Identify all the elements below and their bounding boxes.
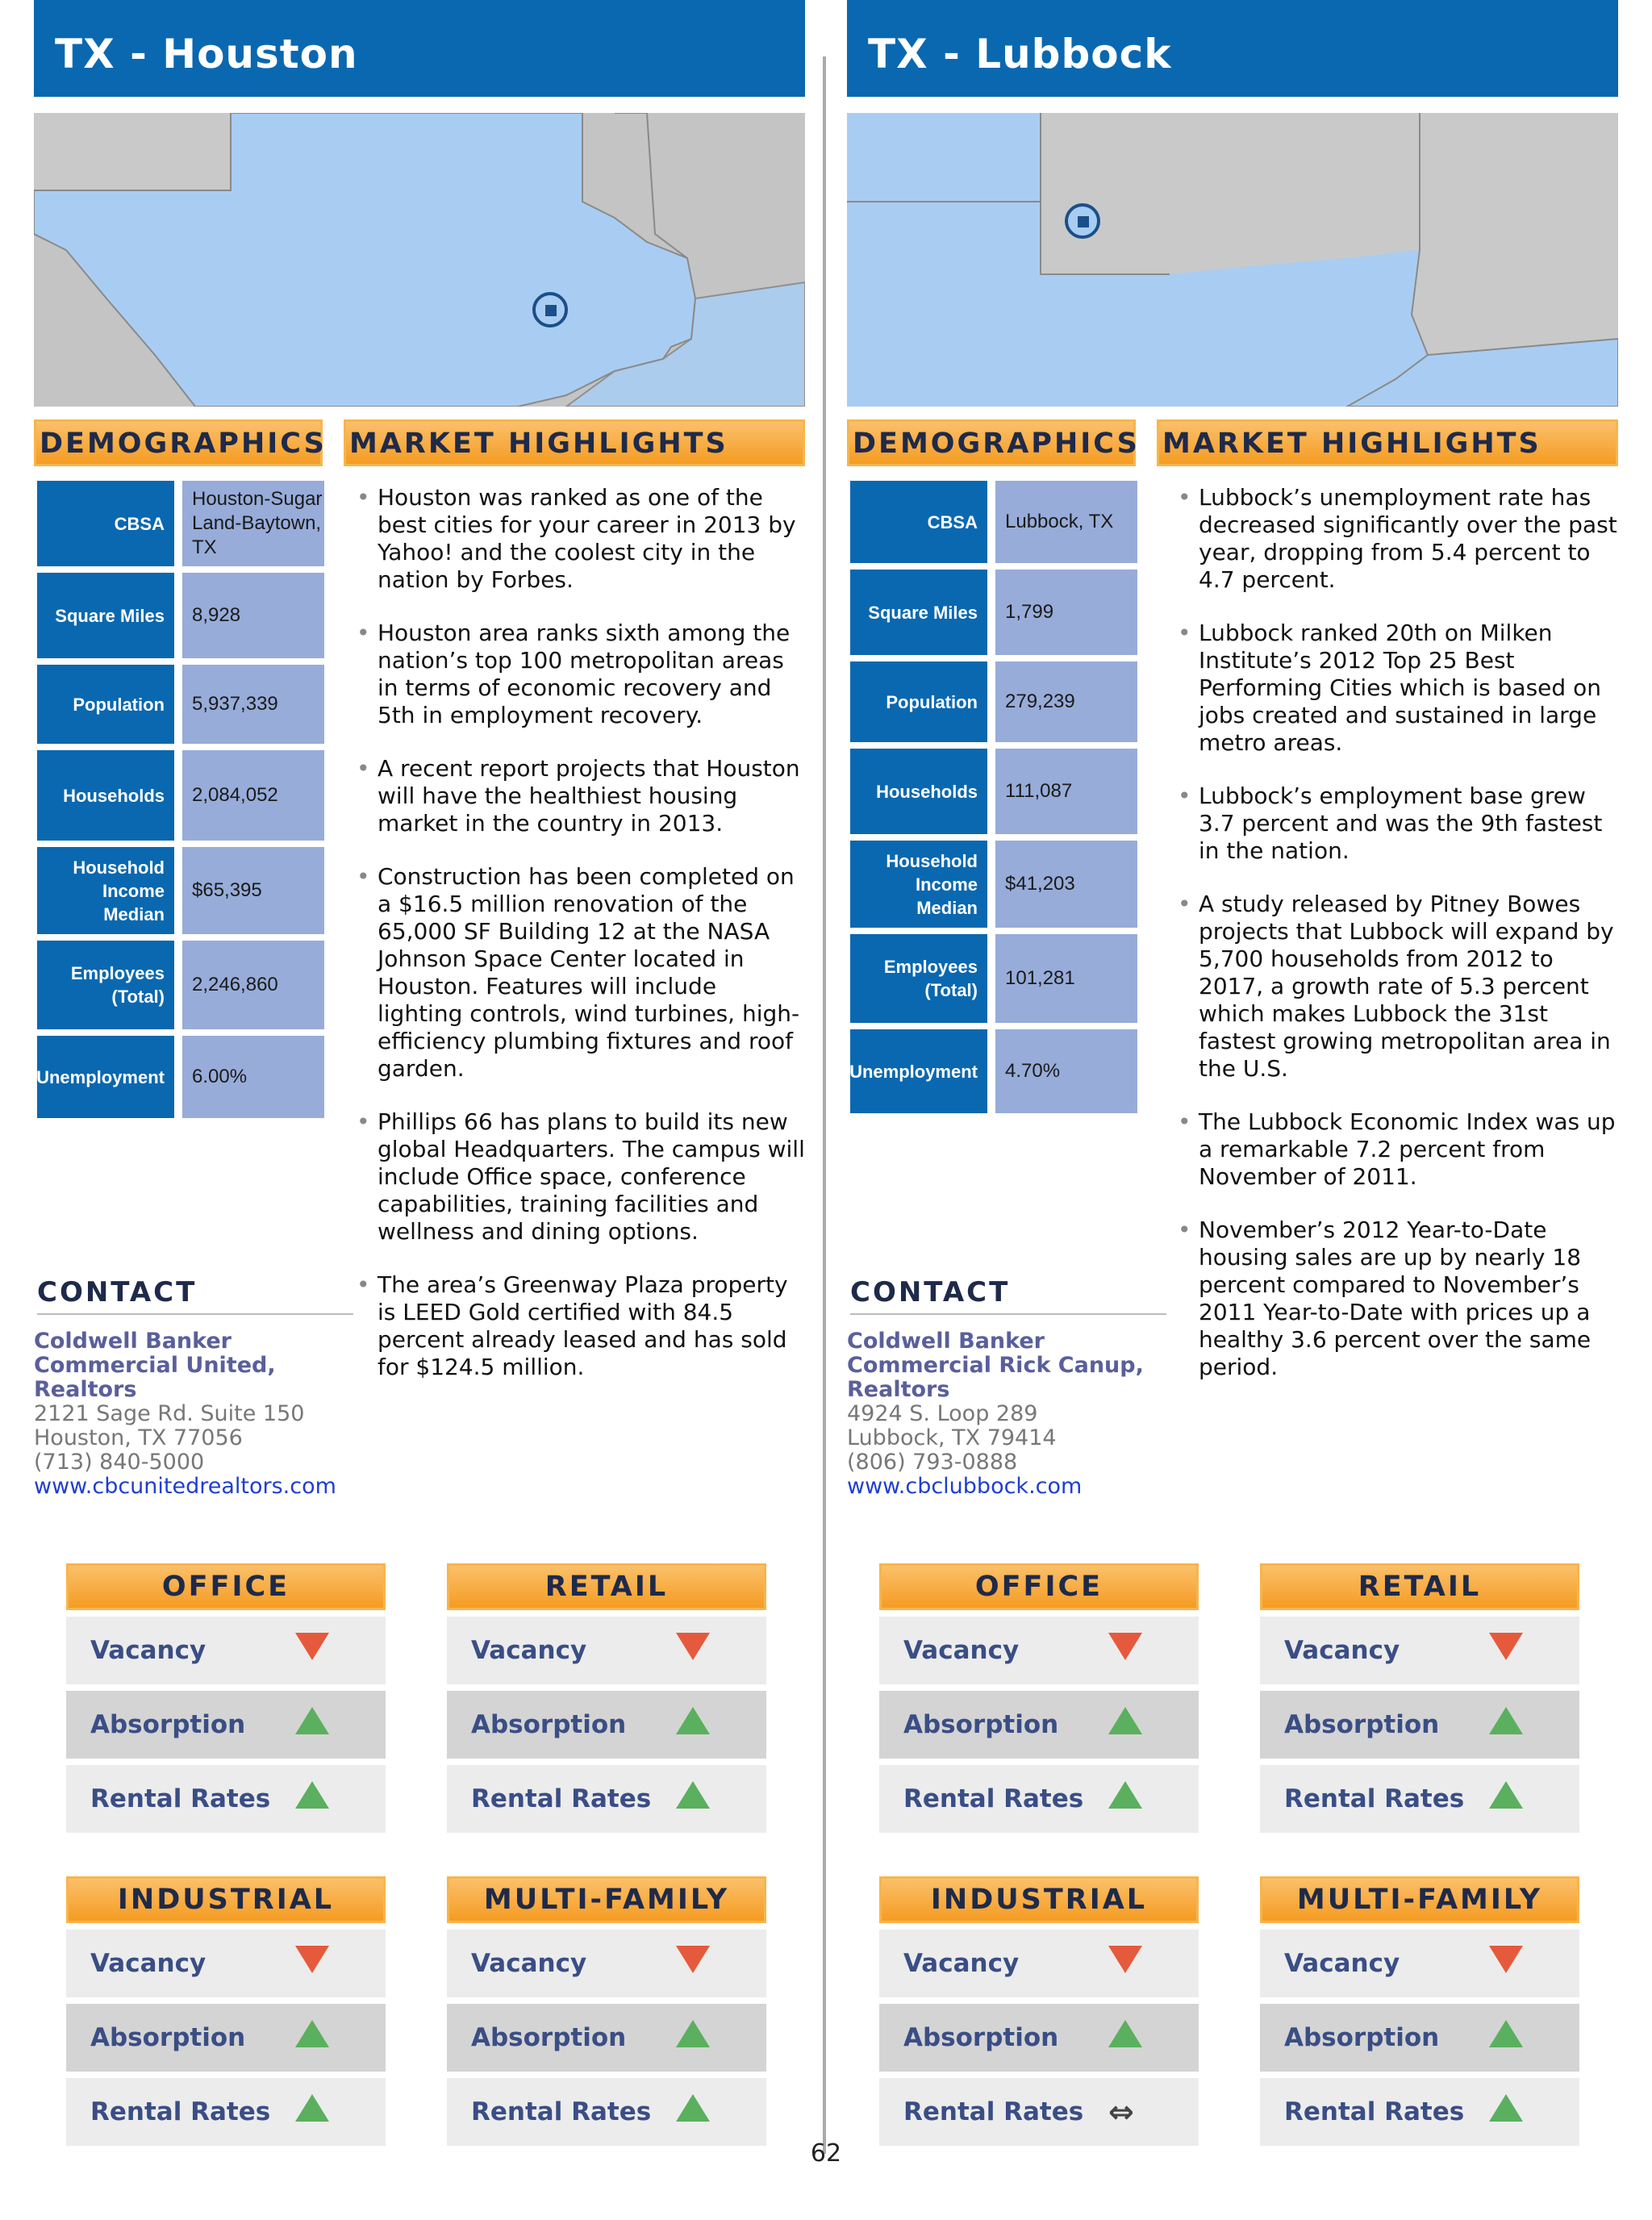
highlight-item: • The Lubbock Economic Index was up a remarkable 7.2 percent from November of 2011. xyxy=(1178,1108,1616,1190)
triangle-up-icon xyxy=(1108,2020,1144,2055)
contact-website-link[interactable]: www.cbclubbock.com xyxy=(847,1474,1083,1499)
demo-row-cbsa xyxy=(37,481,324,566)
location-pin-icon xyxy=(532,292,568,328)
trend-label: Absorption xyxy=(903,2023,1059,2052)
demo-row-square-miles xyxy=(37,573,324,658)
trend-row xyxy=(1260,1930,1579,1997)
trend-row xyxy=(879,2004,1199,2072)
center-divider xyxy=(823,56,826,2154)
highlight-item: • November’s 2012 Year-to-Date housing sales are up by nearly 18 percent compared to November’s 2011 Year-to-Date with prices up a healthy 3.6 percent over the same period. xyxy=(1178,1216,1592,1380)
demo-label: Square Miles xyxy=(37,573,174,658)
page-number: 62 xyxy=(810,2139,842,2168)
trend-block-industrial xyxy=(879,1876,1199,2146)
demo-value: 6.00% xyxy=(182,1036,324,1118)
trend-row xyxy=(879,2078,1199,2146)
highlight-item: • A recent report projects that Houston will have the healthiest housing market in the country in 2013. xyxy=(357,755,800,837)
contact-info xyxy=(847,1329,1170,1499)
trend-sector-header: RETAIL xyxy=(447,1563,766,1610)
trend-block-industrial xyxy=(66,1876,386,2146)
contact-phone: (713) 840-5000 xyxy=(34,1450,205,1475)
trend-label: Vacancy xyxy=(903,1949,1020,1978)
triangle-down-icon xyxy=(1108,1946,1144,1981)
triangle-down-icon xyxy=(676,1633,711,1668)
trend-block-office xyxy=(879,1563,1199,1833)
contact-website-link[interactable]: www.cbcunitedrealtors.com xyxy=(34,1474,336,1499)
demo-row-employees xyxy=(37,941,324,1029)
demo-row-households xyxy=(37,750,324,841)
market-title: TX - Houston xyxy=(34,0,805,97)
triangle-up-icon xyxy=(1108,1707,1144,1742)
trend-label: Vacancy xyxy=(1284,1636,1400,1665)
trend-label: Vacancy xyxy=(903,1636,1020,1665)
demo-row-unemployment xyxy=(850,1029,1137,1113)
triangle-down-icon xyxy=(295,1633,331,1668)
demo-value: 1,799 xyxy=(995,570,1137,655)
trend-row xyxy=(879,1930,1199,1997)
trend-row xyxy=(66,1765,386,1833)
trend-row xyxy=(447,1765,766,1833)
contact-company: Coldwell Banker Commercial United, Realtors xyxy=(34,1329,276,1402)
demo-value: $65,395 xyxy=(182,847,324,934)
demo-value: 2,246,860 xyxy=(182,941,324,1029)
triangle-down-icon xyxy=(1489,1633,1525,1668)
location-pin-icon xyxy=(1065,203,1100,239)
trend-block-multi-family xyxy=(447,1876,766,2146)
demo-label: Households xyxy=(37,750,174,841)
trend-label: Rental Rates xyxy=(1284,2097,1465,2126)
demo-label: Unemployment xyxy=(850,1029,987,1113)
market-highlights-header: MARKET HIGHLIGHTS xyxy=(1157,419,1618,466)
highlight-item: • The area’s Greenway Plaza property is LEED Gold certified with 84.5 percent already leased and has sold for $124.5 million. xyxy=(357,1271,788,1380)
trend-row xyxy=(66,2004,386,2072)
demo-label: Employees (Total) xyxy=(37,941,174,1029)
contact-header: CONTACT xyxy=(850,1276,1166,1315)
demo-value: Houston-Sugar Land-Baytown, TX xyxy=(182,481,324,566)
demo-label: Square Miles xyxy=(850,570,987,655)
trend-label: Absorption xyxy=(1284,2023,1440,2052)
demo-label: Households xyxy=(850,749,987,834)
demo-label: CBSA xyxy=(850,481,987,563)
trend-row xyxy=(447,1930,766,1997)
demo-value: 8,928 xyxy=(182,573,324,658)
triangle-up-icon xyxy=(295,1781,331,1817)
contact-header: CONTACT xyxy=(37,1276,353,1315)
demo-label: Population xyxy=(850,661,987,742)
triangle-up-icon xyxy=(676,1707,711,1742)
contact-info xyxy=(34,1329,357,1499)
triangle-up-icon xyxy=(1489,1781,1525,1817)
trend-label: Rental Rates xyxy=(90,1784,271,1813)
trend-label: Vacancy xyxy=(1284,1949,1400,1978)
demo-row-population xyxy=(37,665,324,744)
trend-label: Rental Rates xyxy=(903,2097,1084,2126)
trend-sector-header: OFFICE xyxy=(879,1563,1199,1610)
demo-label: Unemployment xyxy=(37,1036,174,1118)
trend-sector-header: INDUSTRIAL xyxy=(879,1876,1199,1923)
trend-block-retail xyxy=(1260,1563,1579,1833)
triangle-up-icon xyxy=(1489,2094,1525,2130)
highlight-item: • Lubbock ranked 20th on Milken Institute’s 2012 Top 25 Best Performing Cities which is based on jobs created and sustained in large metro areas. xyxy=(1178,620,1601,756)
trend-label: Absorption xyxy=(471,1710,627,1739)
trend-block-retail xyxy=(447,1563,766,1833)
trend-sector-header: MULTI-FAMILY xyxy=(1260,1876,1579,1923)
trend-label: Absorption xyxy=(90,1710,246,1739)
trend-row xyxy=(66,1930,386,1997)
highlight-item: • A study released by Pitney Bowes projects that Lubbock will expand by 5,700 households from 2012 to 2017, a growth rate of 5.3 percent which makes Lubbock the 31st fastest growing metropolitan area in the U.S. xyxy=(1178,891,1614,1082)
texas-map xyxy=(847,113,1618,407)
demo-row-income xyxy=(37,847,324,934)
trend-row xyxy=(1260,1765,1579,1833)
trend-label: Absorption xyxy=(1284,1710,1440,1739)
market-highlights-list xyxy=(1178,484,1620,1407)
trend-sector-header: INDUSTRIAL xyxy=(66,1876,386,1923)
demographics-header: DEMOGRAPHICS xyxy=(847,419,1136,466)
trend-row xyxy=(447,1691,766,1759)
demo-label: Household Income Median xyxy=(850,841,987,928)
trend-label: Vacancy xyxy=(90,1636,206,1665)
trend-row xyxy=(879,1691,1199,1759)
triangle-up-icon xyxy=(676,1781,711,1817)
highlight-item: • Houston was ranked as one of the best cities for your career in 2013 by Yahoo! and the coolest city in the nation by Forbes. xyxy=(357,484,796,593)
trend-label: Absorption xyxy=(471,2023,627,2052)
triangle-up-icon xyxy=(1108,1781,1144,1817)
triangle-down-icon xyxy=(295,1946,331,1981)
demo-row-square-miles xyxy=(850,570,1137,655)
demo-value: 101,281 xyxy=(995,934,1137,1023)
trend-label: Vacancy xyxy=(90,1949,206,1978)
highlight-item: • Construction has been completed on a $16.5 million renovation of the 65,000 SF Building 12 at the NASA Johnson Space Center located in Houston. Features will include lighting controls, wind turbines, high-efficiency plumbing fixtures and roof garden. xyxy=(357,863,800,1082)
market-houston xyxy=(34,0,805,1517)
trend-label: Vacancy xyxy=(471,1636,587,1665)
triangle-up-icon xyxy=(1489,1707,1525,1742)
triangle-up-icon xyxy=(676,2094,711,2130)
contact-address1: 4924 S. Loop 289 xyxy=(847,1401,1038,1426)
demo-label: Population xyxy=(37,665,174,744)
trend-label: Rental Rates xyxy=(1284,1784,1465,1813)
contact-address1: 2121 Sage Rd. Suite 150 xyxy=(34,1401,305,1426)
demo-row-income xyxy=(850,841,1137,928)
contact-company: Coldwell Banker Commercial Rick Canup, Realtors xyxy=(847,1329,1144,1402)
demo-value: Lubbock, TX xyxy=(995,481,1137,563)
trend-label: Vacancy xyxy=(471,1949,587,1978)
demo-value: 5,937,339 xyxy=(182,665,324,744)
highlight-item: • Lubbock’s unemployment rate has decreased significantly over the past year, dropping from 5.4 percent to 4.7 percent. xyxy=(1178,484,1617,593)
highlight-item: • Lubbock’s employment base grew 3.7 percent and was the 9th fastest in the nation. xyxy=(1178,782,1603,864)
trend-row xyxy=(66,1617,386,1684)
demo-label: CBSA xyxy=(37,481,174,566)
demo-value: 111,087 xyxy=(995,749,1137,834)
trend-row xyxy=(66,2078,386,2146)
triangle-up-icon xyxy=(295,2020,331,2055)
trend-sector-header: MULTI-FAMILY xyxy=(447,1876,766,1923)
demo-value: 4.70% xyxy=(995,1029,1137,1113)
trend-row xyxy=(447,2078,766,2146)
trend-row xyxy=(879,1765,1199,1833)
trend-sector-header: OFFICE xyxy=(66,1563,386,1610)
trend-sector-header: RETAIL xyxy=(1260,1563,1579,1610)
trend-row xyxy=(447,1617,766,1684)
highlight-item: • Houston area ranks sixth among the nation’s top 100 metropolitan areas in terms of economic recovery and 5th in employment recovery. xyxy=(357,620,791,728)
market-highlights-header: MARKET HIGHLIGHTS xyxy=(344,419,805,466)
demo-row-cbsa xyxy=(850,481,1137,563)
trend-row xyxy=(1260,2078,1579,2146)
trend-row xyxy=(447,2004,766,2072)
contact-address2: Houston, TX 77056 xyxy=(34,1425,243,1450)
trend-label: Rental Rates xyxy=(903,1784,1084,1813)
triangle-up-icon xyxy=(295,1707,331,1742)
demo-label: Employees (Total) xyxy=(850,934,987,1023)
double-arrow-icon: ⇔ xyxy=(1108,2094,1134,2130)
demo-row-households xyxy=(850,749,1137,834)
trend-label: Rental Rates xyxy=(471,2097,652,2126)
demo-label: Household Income Median xyxy=(37,847,174,934)
demo-row-employees xyxy=(850,934,1137,1023)
demo-row-unemployment xyxy=(37,1036,324,1118)
trend-block-office xyxy=(66,1563,386,1833)
demo-value: 279,239 xyxy=(995,661,1137,742)
trend-row xyxy=(1260,1691,1579,1759)
highlight-item: • Phillips 66 has plans to build its new global Headquarters. The campus will include Office space, conference capabilities, training facilities and wellness and dining options. xyxy=(357,1108,805,1245)
demo-row-population xyxy=(850,661,1137,742)
trend-block-multi-family xyxy=(1260,1876,1579,2146)
contact-address2: Lubbock, TX 79414 xyxy=(847,1425,1057,1450)
market-title: TX - Lubbock xyxy=(847,0,1618,97)
triangle-down-icon xyxy=(1108,1633,1144,1668)
map-houston xyxy=(34,113,805,407)
trend-row xyxy=(1260,1617,1579,1684)
trend-row xyxy=(66,1691,386,1759)
triangle-up-icon xyxy=(295,2094,331,2130)
trend-row xyxy=(879,1617,1199,1684)
trend-label: Rental Rates xyxy=(90,2097,271,2126)
contact-phone: (806) 793-0888 xyxy=(847,1450,1018,1475)
market-lubbock xyxy=(847,0,1618,1517)
trend-row xyxy=(1260,2004,1579,2072)
trend-label: Absorption xyxy=(90,2023,246,2052)
trend-label: Rental Rates xyxy=(471,1784,652,1813)
triangle-up-icon xyxy=(1489,2020,1525,2055)
texas-map xyxy=(34,113,805,407)
triangle-up-icon xyxy=(676,2020,711,2055)
demo-value: $41,203 xyxy=(995,841,1137,928)
trend-label: Absorption xyxy=(903,1710,1059,1739)
demo-value: 2,084,052 xyxy=(182,750,324,841)
triangle-down-icon xyxy=(1489,1946,1525,1981)
triangle-down-icon xyxy=(676,1946,711,1981)
demographics-header: DEMOGRAPHICS xyxy=(34,419,323,466)
market-highlights-list xyxy=(357,484,808,1407)
map-lubbock xyxy=(847,113,1618,407)
